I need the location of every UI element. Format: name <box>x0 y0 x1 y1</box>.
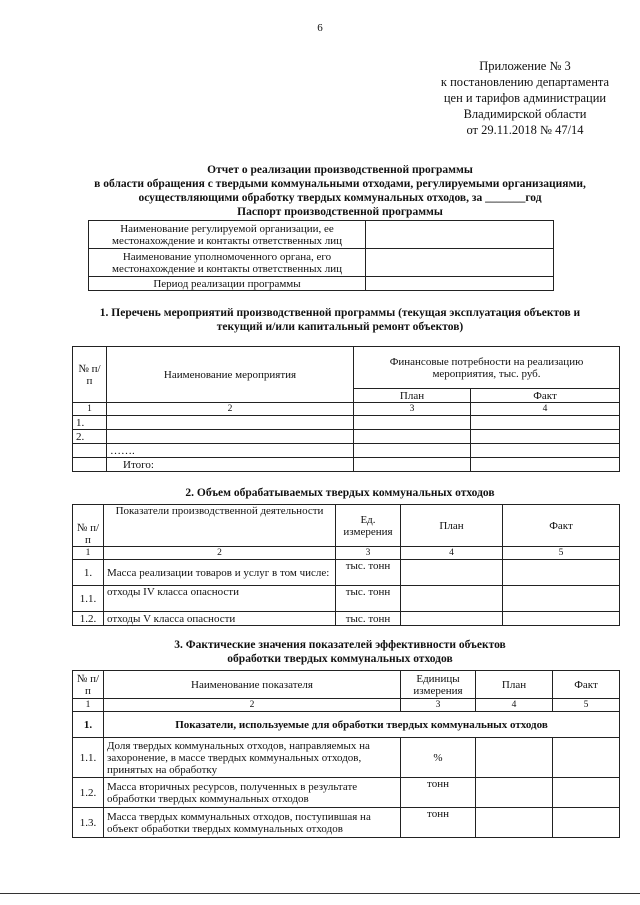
passport-value <box>366 249 554 277</box>
table-row <box>73 560 620 586</box>
row-fact <box>503 612 620 626</box>
header-num: № п/п <box>73 671 104 699</box>
row-plan <box>476 808 553 838</box>
row-name: ……. <box>107 444 354 458</box>
row-fact <box>471 430 620 444</box>
row-unit: тыс. тонн <box>336 560 401 586</box>
row-fact <box>553 778 620 808</box>
group-row <box>73 712 620 738</box>
passport-row <box>89 277 554 291</box>
appendix-line-2: к постановлению департамента <box>440 75 610 89</box>
report-title-line-2: в области обращения с твердыми коммунальными отходами, регулируемыми организациями, <box>94 178 586 190</box>
row-fact <box>553 808 620 838</box>
header-financial: Финансовые потребности на реализацию мероприятия, тыс. руб. <box>354 347 620 389</box>
header-plan: План <box>401 505 503 547</box>
row-plan <box>476 738 553 778</box>
index-cell: 4 <box>471 403 620 416</box>
row-name: Масса вторичных ресурсов, полученных в результате обработки твердых коммунальных отходов <box>104 778 401 808</box>
row-num: 1. <box>73 560 104 586</box>
header-plan: План <box>354 389 471 403</box>
section3-table <box>72 670 620 838</box>
row-plan <box>354 416 471 430</box>
table-row <box>73 808 620 838</box>
index-cell: 3 <box>336 547 401 560</box>
table-row <box>73 738 620 778</box>
section2-table <box>72 504 620 626</box>
header-fact: Факт <box>503 505 620 547</box>
index-cell: 5 <box>503 547 620 560</box>
section3-title-line-2: обработки твердых коммунальных отходов <box>227 653 453 665</box>
passport-row <box>89 221 554 249</box>
table-header-row <box>73 671 620 699</box>
row-num: 1.3. <box>73 808 104 838</box>
table-header-row <box>73 347 620 389</box>
row-plan <box>354 430 471 444</box>
index-cell: 1 <box>73 699 104 712</box>
row-num: 1.1. <box>73 738 104 778</box>
passport-label: Наименование регулируемой организации, ее местонахождение и контакты ответственных лиц <box>89 221 366 249</box>
index-cell: 1 <box>73 403 107 416</box>
page-bottom-rule <box>0 893 640 894</box>
appendix-line-4: Владимирской области <box>463 107 587 121</box>
row-plan <box>401 560 503 586</box>
row-plan <box>401 586 503 612</box>
report-title <box>60 163 620 219</box>
section1-title <box>60 306 620 334</box>
row-name <box>107 416 354 430</box>
row-plan <box>401 612 503 626</box>
header-unit: Ед. измерения <box>336 505 401 547</box>
row-num: 2. <box>73 430 107 444</box>
header-plan: План <box>476 671 553 699</box>
row-name: Масса твердых коммунальных отходов, поступившая на объект обработки твердых коммунальных отходов <box>104 808 401 838</box>
row-plan <box>354 458 471 472</box>
passport-label: Период реализации программы <box>89 277 366 291</box>
row-name <box>107 430 354 444</box>
index-cell: 2 <box>104 547 336 560</box>
header-unit: Единицы измерения <box>401 671 476 699</box>
passport-value <box>366 277 554 291</box>
group-num: 1. <box>73 712 104 738</box>
row-name: отходы IV класса опасности <box>104 586 336 612</box>
passport-table <box>88 220 554 291</box>
row-num: 1. <box>73 416 107 430</box>
index-cell: 4 <box>401 547 503 560</box>
table-row <box>73 444 620 458</box>
row-name: Итого: <box>107 458 354 472</box>
table-row <box>73 430 620 444</box>
row-unit: тонн <box>401 778 476 808</box>
row-name: отходы V класса опасности <box>104 612 336 626</box>
section3-title-line-1: 3. Фактические значения показателей эффективности объектов <box>174 639 506 651</box>
report-title-line-4: Паспорт производственной программы <box>237 206 443 218</box>
row-fact <box>503 560 620 586</box>
header-fact: Факт <box>471 389 620 403</box>
row-fact <box>553 738 620 778</box>
row-unit: тыс. тонн <box>336 586 401 612</box>
table-header-row <box>73 505 620 547</box>
page-number: 6 <box>317 22 323 34</box>
section1-title-line-1: 1. Перечень мероприятий производственной программы (текущая эксплуатация объектов и <box>99 307 581 319</box>
index-row <box>73 547 620 560</box>
row-name: Доля твердых коммунальных отходов, направляемых на захоронение, в массе твердых коммунальных отходов, принятых на обработку <box>104 738 401 778</box>
row-fact <box>471 444 620 458</box>
index-cell: 4 <box>476 699 553 712</box>
section1-table <box>72 346 620 472</box>
table-row <box>73 416 620 430</box>
appendix-line-1: Приложение № 3 <box>479 59 571 73</box>
index-cell: 5 <box>553 699 620 712</box>
index-cell: 1 <box>73 547 104 560</box>
index-cell: 3 <box>401 699 476 712</box>
index-cell: 2 <box>107 403 354 416</box>
row-num: 1.1. <box>73 586 104 612</box>
row-plan <box>354 444 471 458</box>
row-num: 1.2. <box>73 612 104 626</box>
row-fact <box>471 458 620 472</box>
header-indicator: Наименование показателя <box>104 671 401 699</box>
section2-title: 2. Объем обрабатываемых твердых коммунальных отходов <box>185 487 495 499</box>
row-unit: тонн <box>401 808 476 838</box>
group-label: Показатели, используемые для обработки твердых коммунальных отходов <box>104 712 620 738</box>
row-unit: % <box>401 738 476 778</box>
appendix-line-3: цен и тарифов администрации <box>443 91 607 105</box>
row-name: Масса реализации товаров и услуг в том числе: <box>104 560 336 586</box>
index-cell: 3 <box>354 403 471 416</box>
passport-value <box>366 221 554 249</box>
header-name: Наименование мероприятия <box>107 347 354 403</box>
row-num: 1.2. <box>73 778 104 808</box>
section3-title <box>60 638 620 666</box>
passport-label: Наименование уполномоченного органа, его местонахождение и контакты ответственных лиц <box>89 249 366 277</box>
row-num <box>73 444 107 458</box>
header-num: № п/п <box>73 505 104 547</box>
index-cell: 2 <box>104 699 401 712</box>
table-row <box>73 612 620 626</box>
row-num <box>73 458 107 472</box>
table-row <box>73 458 620 472</box>
row-fact <box>503 586 620 612</box>
appendix-line-5: от 29.11.2018 № 47/14 <box>466 123 584 137</box>
table-row <box>73 586 620 612</box>
index-row <box>73 699 620 712</box>
section1-title-line-2: текущий и/или капитальный ремонт объектов) <box>216 321 464 333</box>
header-num: № п/п <box>73 347 107 403</box>
row-unit: тыс. тонн <box>336 612 401 626</box>
report-title-line-1: Отчет о реализации производственной программы <box>207 164 473 176</box>
row-plan <box>476 778 553 808</box>
passport-row <box>89 249 554 277</box>
row-fact <box>471 416 620 430</box>
header-fact: Факт <box>553 671 620 699</box>
index-row <box>73 403 620 416</box>
appendix-header <box>420 58 630 138</box>
header-indicator: Показатели производственной деятельности <box>104 505 336 547</box>
report-title-line-3: осуществляющими обработку твердых коммунальных отходов, за _______год <box>138 192 542 204</box>
table-row <box>73 778 620 808</box>
